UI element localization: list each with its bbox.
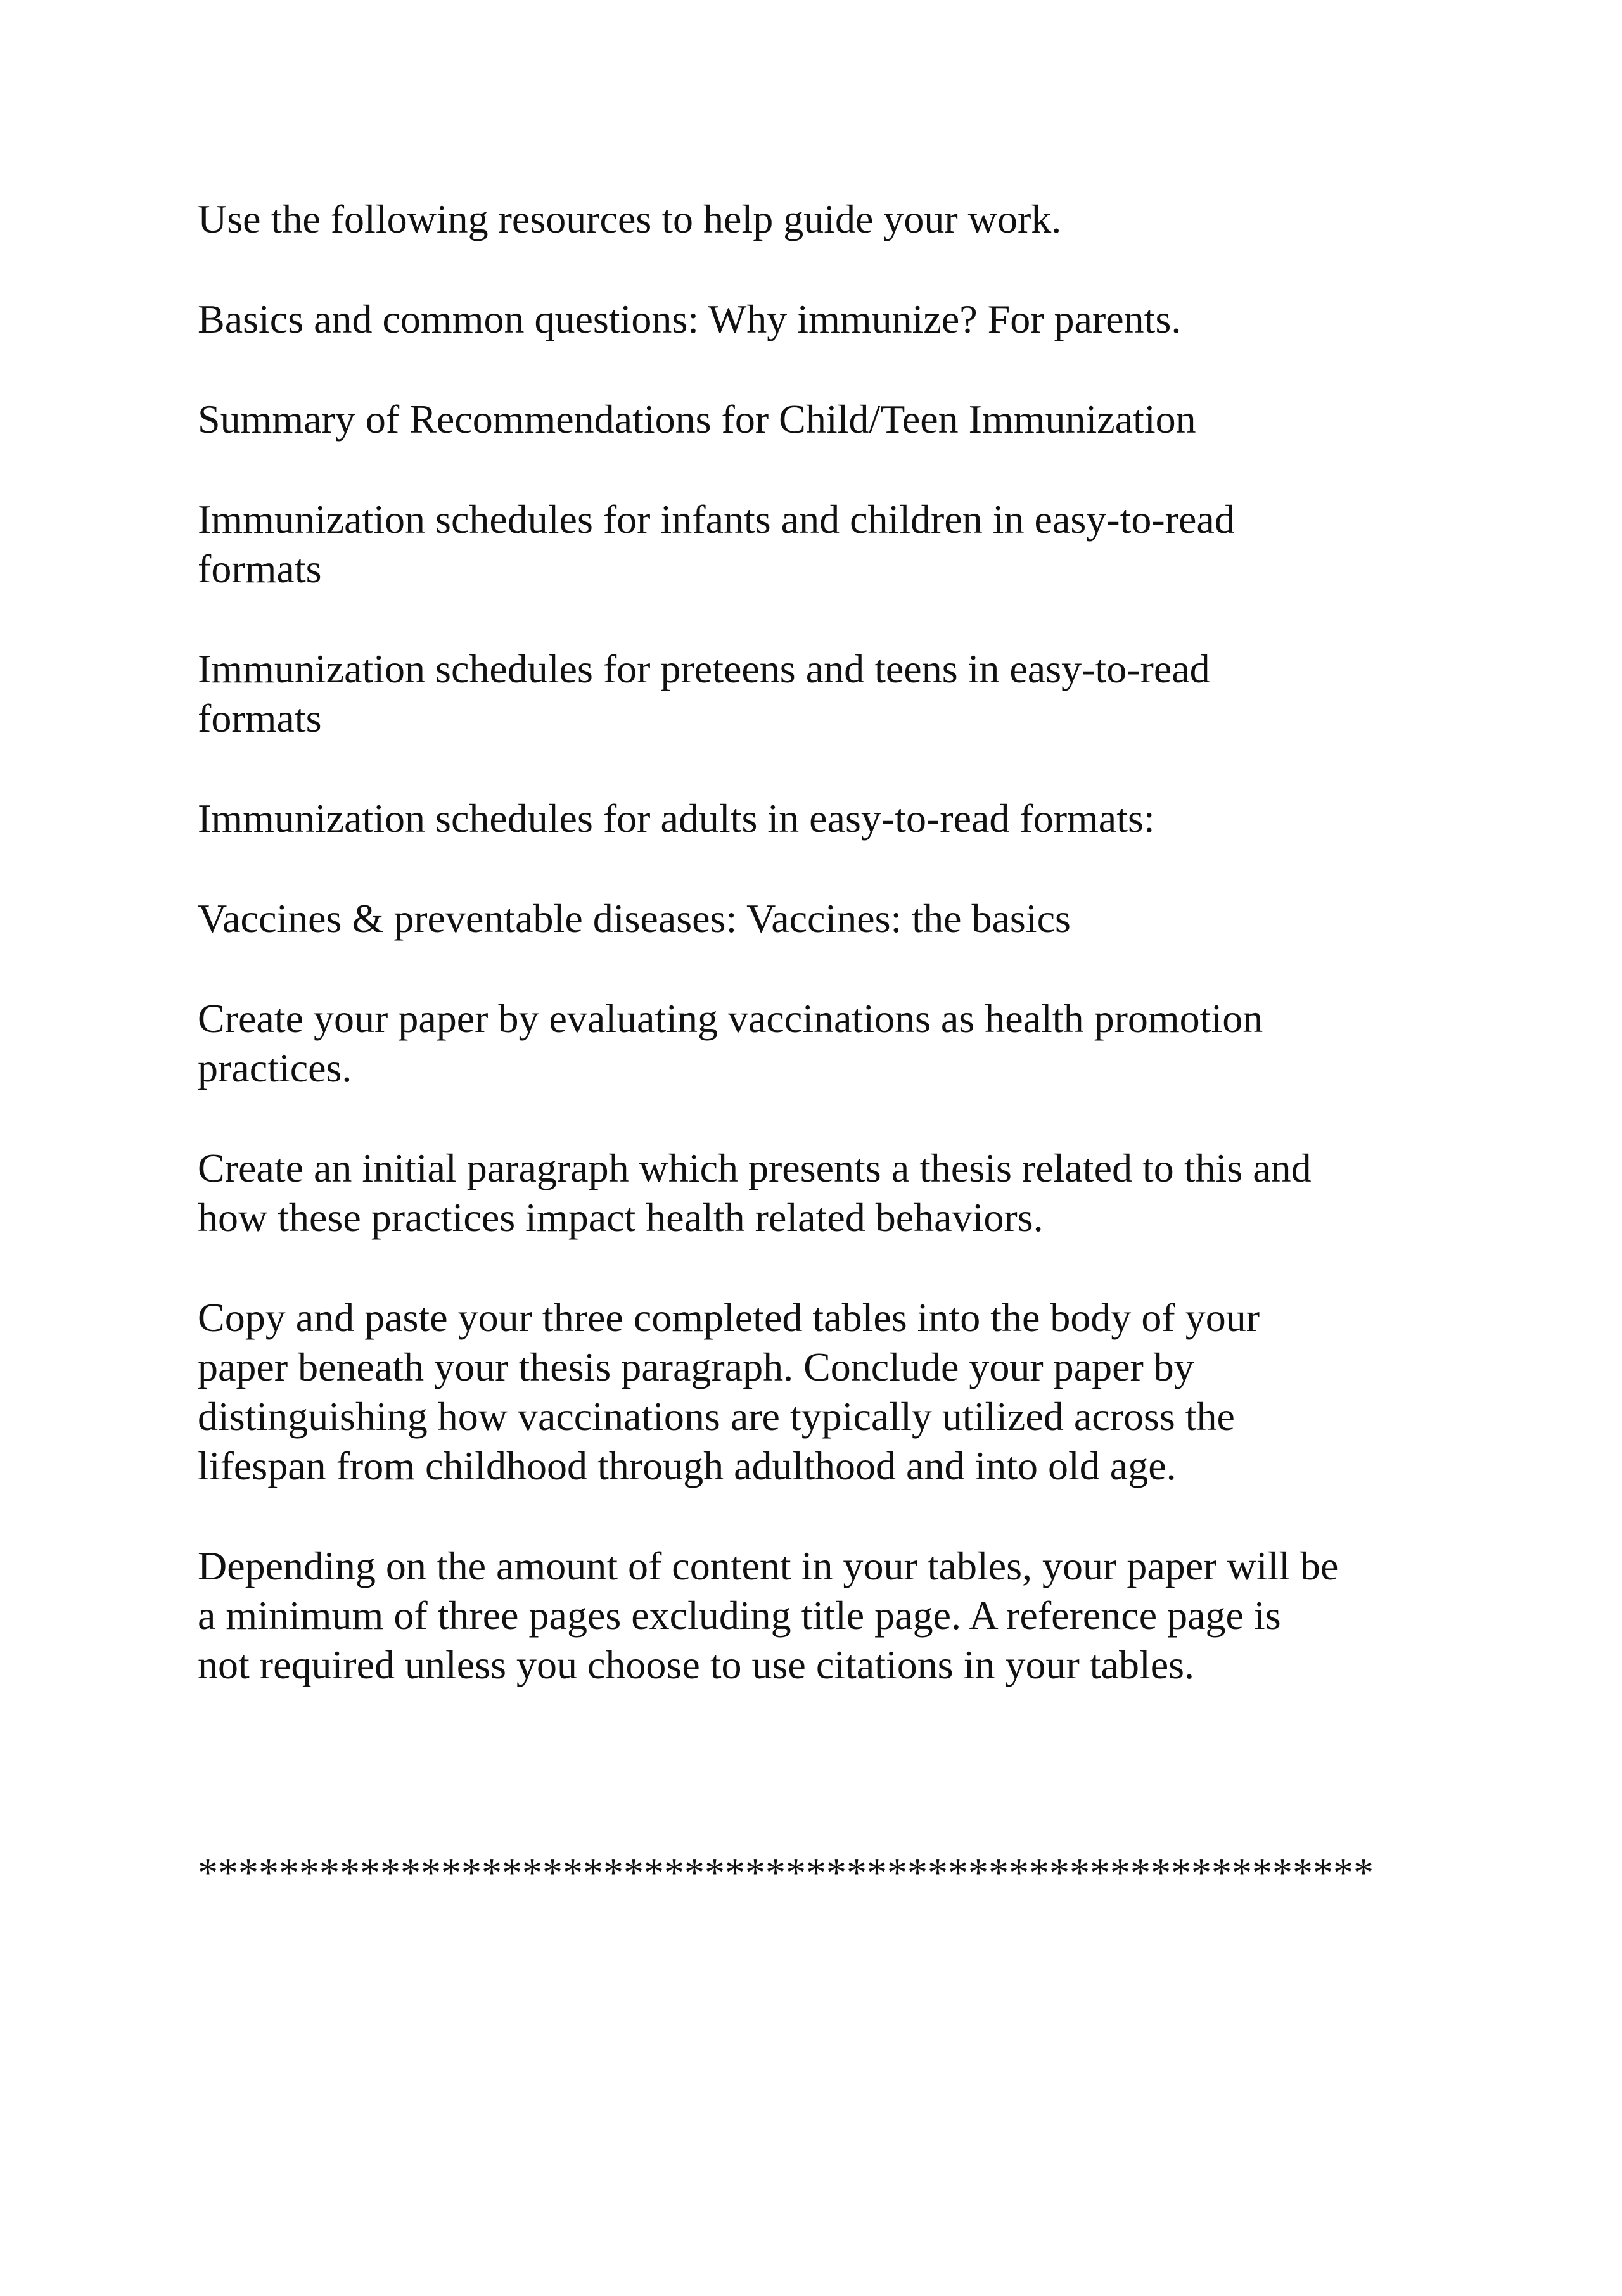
paragraph-line: formats xyxy=(198,696,322,741)
paragraph-line: Immunization schedules for preteens and teens in easy-to-read xyxy=(198,646,1210,691)
paragraph-line: practices. xyxy=(198,1045,352,1090)
paragraph-line: not required unless you choose to use citations in your tables. xyxy=(198,1642,1195,1687)
paragraph-line: Immunization schedules for infants and children in easy-to-read xyxy=(198,497,1235,542)
paragraph-vaccines-basics xyxy=(198,894,1465,943)
paragraph-line: Summary of Recommendations for Child/Teen Immunization xyxy=(198,397,1196,442)
asterisk-separator: ********************************************************** xyxy=(198,1850,1374,1895)
paragraph-infants-schedule xyxy=(198,495,1465,594)
paragraph-line: a minimum of three pages excluding title page. A reference page is xyxy=(198,1593,1281,1638)
paragraph-line: Create your paper by evaluating vaccinations as health promotion xyxy=(198,996,1263,1041)
paragraph-line: Use the following resources to help guide your work. xyxy=(198,196,1062,241)
paragraph-summary-link xyxy=(198,395,1465,444)
paragraph-basics-link xyxy=(198,295,1465,344)
paragraph-line: Depending on the amount of content in your tables, your paper will be xyxy=(198,1543,1339,1588)
paragraph-line: Create an initial paragraph which presents a thesis related to this and xyxy=(198,1145,1312,1190)
paragraph-line: Copy and paste your three completed tables into the body of your xyxy=(198,1295,1260,1340)
paragraph-length xyxy=(198,1541,1465,1690)
paragraph-intro xyxy=(198,195,1465,244)
paragraph-line: lifespan from childhood through adulthood and into old age. xyxy=(198,1443,1177,1488)
paragraph-create-paper xyxy=(198,994,1465,1093)
paragraph-line: Immunization schedules for adults in easy-to-read formats: xyxy=(198,796,1155,841)
document-body xyxy=(198,195,1465,1897)
paragraph-line: how these practices impact health related behaviors. xyxy=(198,1195,1044,1240)
paragraph-tables xyxy=(198,1293,1465,1491)
paragraph-line: Vaccines & preventable diseases: Vaccines: the basics xyxy=(198,896,1071,941)
paragraph-teens-schedule xyxy=(198,644,1465,743)
paragraph-line: distinguishing how vaccinations are typically utilized across the xyxy=(198,1394,1235,1439)
paragraph-thesis xyxy=(198,1144,1465,1242)
paragraph-line: Basics and common questions: Why immunize? For parents. xyxy=(198,297,1182,341)
paragraph-line: paper beneath your thesis paragraph. Conclude your paper by xyxy=(198,1344,1194,1389)
paragraph-adults-schedule xyxy=(198,794,1465,843)
paragraph-line: formats xyxy=(198,546,322,591)
